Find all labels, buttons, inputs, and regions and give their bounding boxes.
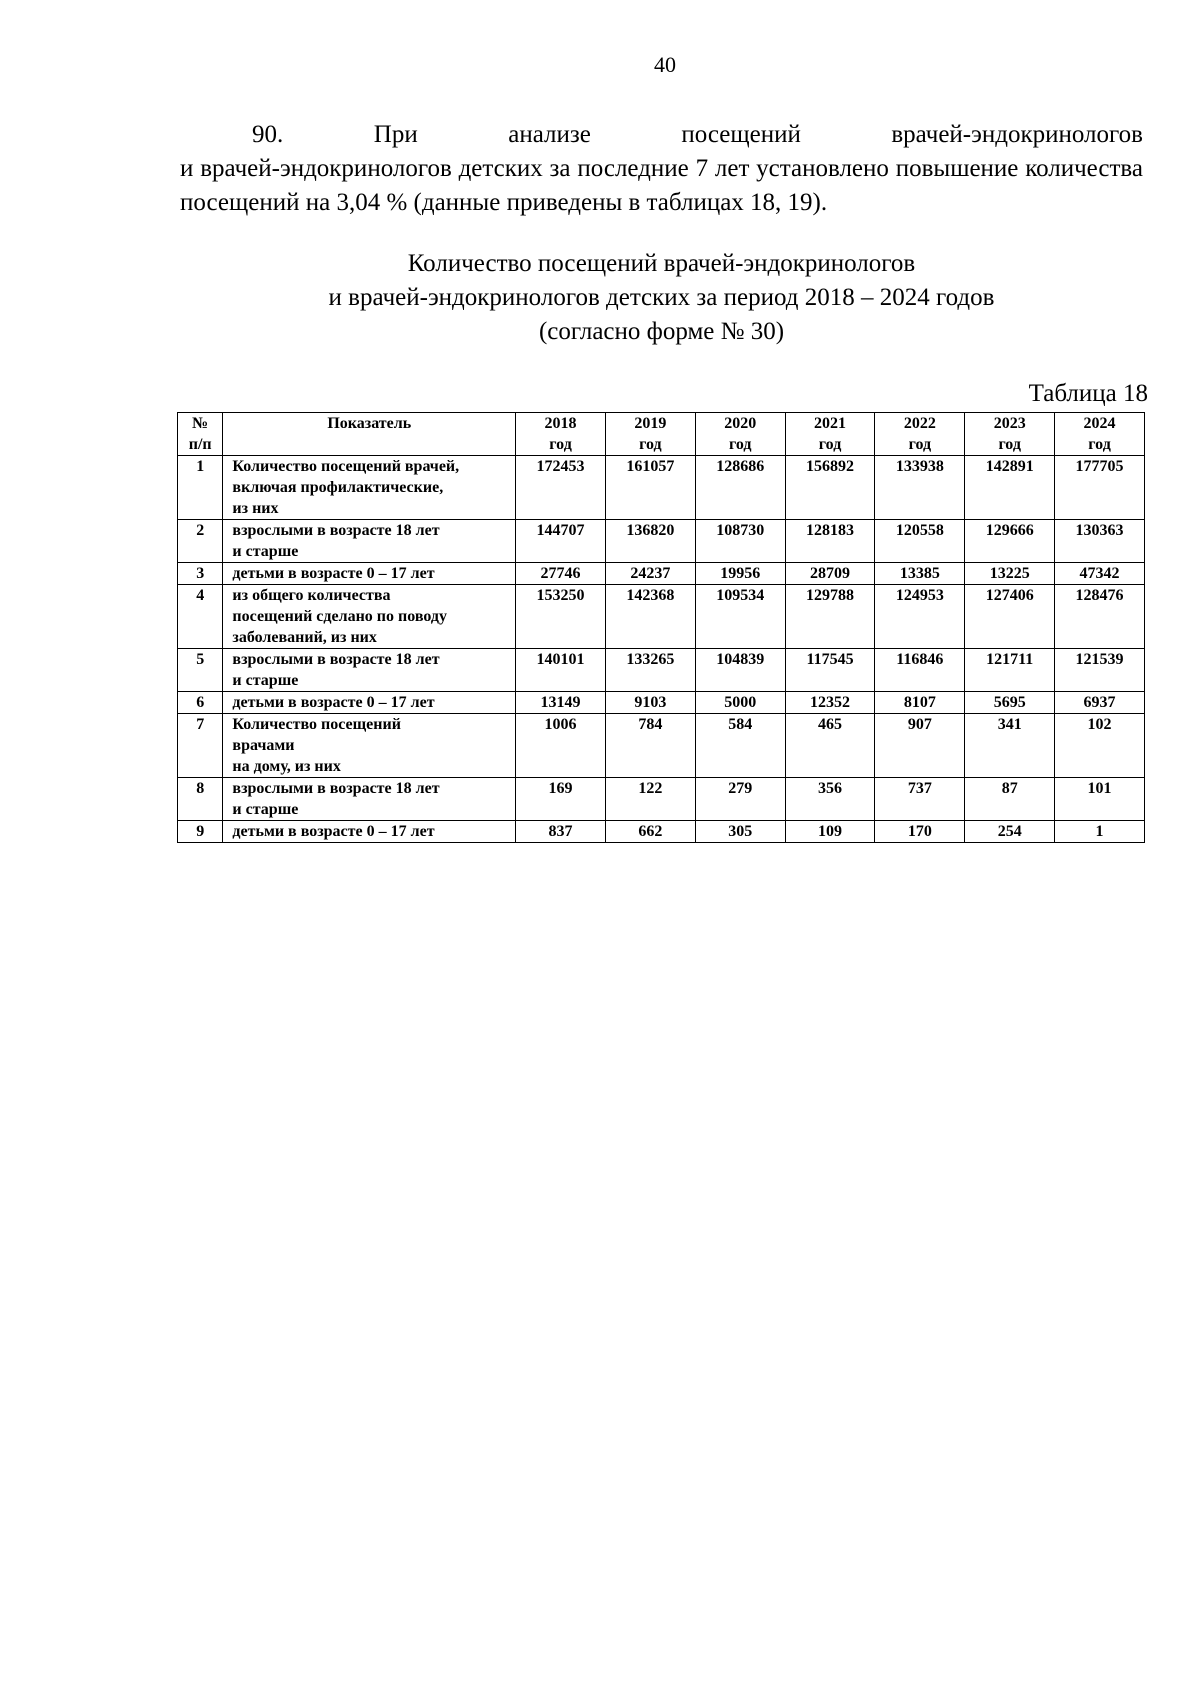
indicator-line: и старше — [232, 801, 299, 818]
header-year — [1055, 413, 1145, 456]
row-value: 341 — [965, 714, 1055, 778]
row-value: 177705 — [1055, 456, 1145, 520]
paragraph-90 — [180, 118, 1143, 220]
row-value: 129666 — [965, 520, 1055, 563]
row-value: 156892 — [785, 456, 875, 520]
row-value: 121539 — [1055, 649, 1145, 692]
row-value: 837 — [516, 821, 606, 843]
row-indicator — [223, 520, 516, 563]
row-number: 9 — [178, 821, 223, 843]
indicator-line: из общего количества — [232, 587, 391, 604]
row-value: 279 — [695, 778, 785, 821]
row-value: 784 — [605, 714, 695, 778]
row-indicator — [223, 714, 516, 778]
row-value: 124953 — [875, 585, 965, 649]
table-row — [178, 520, 1145, 563]
row-indicator — [223, 563, 516, 585]
row-indicator — [223, 456, 516, 520]
header-year-value: 2023 — [993, 415, 1026, 432]
indicator-line: взрослыми в возрасте 18 лет — [232, 780, 440, 797]
header-year — [965, 413, 1055, 456]
row-value: 8107 — [875, 692, 965, 714]
table-title-line: и врачей-эндокринологов детских за период 2018 – 2024 годов — [328, 284, 995, 311]
row-value: 465 — [785, 714, 875, 778]
header-year-unit: год — [818, 436, 842, 453]
row-indicator — [223, 821, 516, 843]
header-year-unit: год — [549, 436, 572, 453]
row-value: 128183 — [785, 520, 875, 563]
table-row — [178, 821, 1145, 843]
row-value: 121711 — [965, 649, 1055, 692]
row-value: 662 — [605, 821, 695, 843]
indicator-line: детьми в возрасте 0 – 17 лет — [232, 823, 435, 840]
row-value: 129788 — [785, 585, 875, 649]
row-value: 140101 — [516, 649, 606, 692]
paragraph-number: 90. — [252, 121, 284, 148]
row-number: 8 — [178, 778, 223, 821]
header-indicator: Показатель — [223, 413, 516, 456]
row-value: 144707 — [516, 520, 606, 563]
row-value: 24237 — [605, 563, 695, 585]
table-caption: Таблица 18 — [1028, 380, 1148, 407]
row-value: 128476 — [1055, 585, 1145, 649]
indicator-line: Количество посещений врачей, — [232, 458, 460, 475]
row-value: 907 — [875, 714, 965, 778]
row-value: 133265 — [605, 649, 695, 692]
row-value: 142368 — [605, 585, 695, 649]
table-header-row — [178, 413, 1145, 456]
row-number: 4 — [178, 585, 223, 649]
row-value: 5695 — [965, 692, 1055, 714]
header-year-unit: год — [908, 436, 932, 453]
indicator-line: взрослыми в возрасте 18 лет — [232, 651, 440, 668]
header-number-pp: п/п — [188, 436, 212, 453]
row-value: 128686 — [695, 456, 785, 520]
table-title-line: (согласно форме № 30) — [538, 318, 785, 345]
header-year — [875, 413, 965, 456]
row-value: 170 — [875, 821, 965, 843]
paragraph-word: анализе — [508, 121, 591, 148]
row-value: 13385 — [875, 563, 965, 585]
header-year — [516, 413, 606, 456]
row-value: 104839 — [695, 649, 785, 692]
row-value: 169 — [516, 778, 606, 821]
header-year-unit: год — [728, 436, 752, 453]
table-body — [178, 456, 1145, 843]
indicator-line: взрослыми в возрасте 18 лет — [232, 522, 440, 539]
row-value: 305 — [695, 821, 785, 843]
row-value: 101 — [1055, 778, 1145, 821]
row-value: 116846 — [875, 649, 965, 692]
row-number: 5 — [178, 649, 223, 692]
row-value: 254 — [965, 821, 1055, 843]
row-number: 1 — [178, 456, 223, 520]
indicator-line: детьми в возрасте 0 – 17 лет — [232, 565, 435, 582]
header-number-sign: № — [192, 415, 209, 432]
row-value: 12352 — [785, 692, 875, 714]
row-value: 1006 — [516, 714, 606, 778]
indicator-line: врачами — [232, 737, 295, 754]
header-year — [785, 413, 875, 456]
table-row — [178, 563, 1145, 585]
indicator-line: и старше — [232, 543, 299, 560]
header-year — [695, 413, 785, 456]
paragraph-first-line — [180, 118, 1143, 152]
indicator-line: заболеваний, из них — [232, 629, 377, 646]
header-year-value: 2020 — [724, 415, 757, 432]
row-value: 120558 — [875, 520, 965, 563]
row-value: 47342 — [1055, 563, 1145, 585]
row-indicator — [223, 585, 516, 649]
row-value: 117545 — [785, 649, 875, 692]
row-value: 102 — [1055, 714, 1145, 778]
page-number: 40 — [654, 52, 676, 77]
row-value: 87 — [965, 778, 1055, 821]
row-value: 356 — [785, 778, 875, 821]
paragraph-text: и врачей-эндокринологов детских за последние 7 лет установлено повышение количества посещений на 3,04 % (данные приведены в таблицах 18, 19). — [180, 155, 1143, 216]
table-row — [178, 456, 1145, 520]
header-year-value: 2019 — [634, 415, 667, 432]
row-value: 13225 — [965, 563, 1055, 585]
row-indicator — [223, 649, 516, 692]
row-value: 27746 — [516, 563, 606, 585]
table-row — [178, 692, 1145, 714]
row-indicator — [223, 778, 516, 821]
row-number: 7 — [178, 714, 223, 778]
row-value: 153250 — [516, 585, 606, 649]
row-value: 1 — [1055, 821, 1145, 843]
row-value: 142891 — [965, 456, 1055, 520]
indicator-line: посещений сделано по поводу — [232, 608, 447, 625]
row-value: 9103 — [605, 692, 695, 714]
table-row — [178, 778, 1145, 821]
header-year-value: 2022 — [903, 415, 936, 432]
indicator-line: и старше — [232, 672, 299, 689]
row-value: 6937 — [1055, 692, 1145, 714]
row-value: 5000 — [695, 692, 785, 714]
row-number: 2 — [178, 520, 223, 563]
header-year-value: 2018 — [544, 415, 577, 432]
table-row — [178, 585, 1145, 649]
header-year-unit: год — [1088, 436, 1111, 453]
indicator-line: из них — [232, 500, 279, 517]
row-number: 3 — [178, 563, 223, 585]
row-number: 6 — [178, 692, 223, 714]
row-indicator — [223, 692, 516, 714]
table-row — [178, 649, 1145, 692]
indicator-line: Количество посещений — [232, 716, 401, 733]
paragraph-word: врачей-эндокринологов — [891, 121, 1143, 148]
header-year-unit: год — [639, 436, 662, 453]
table-title-line: Количество посещений врачей-эндокринологов — [407, 250, 916, 277]
table-title — [180, 247, 1143, 349]
header-year — [605, 413, 695, 456]
indicator-line: включая профилактические, — [232, 479, 444, 496]
header-number — [178, 413, 223, 456]
header-year-value: 2021 — [814, 415, 847, 432]
table-row — [178, 714, 1145, 778]
indicator-line: на дому, из них — [232, 758, 341, 775]
row-value: 584 — [695, 714, 785, 778]
row-value: 133938 — [875, 456, 965, 520]
row-value: 737 — [875, 778, 965, 821]
row-value: 109 — [785, 821, 875, 843]
row-value: 122 — [605, 778, 695, 821]
indicator-line: детьми в возрасте 0 – 17 лет — [232, 694, 435, 711]
paragraph-word: При — [373, 121, 418, 148]
row-value: 161057 — [605, 456, 695, 520]
row-value: 13149 — [516, 692, 606, 714]
visits-table — [177, 412, 1145, 843]
row-value: 19956 — [695, 563, 785, 585]
row-value: 130363 — [1055, 520, 1145, 563]
header-year-unit: год — [998, 436, 1021, 453]
paragraph-word: посещений — [681, 121, 801, 148]
header-year-value: 2024 — [1083, 415, 1116, 432]
row-value: 172453 — [516, 456, 606, 520]
row-value: 109534 — [695, 585, 785, 649]
row-value: 28709 — [785, 563, 875, 585]
row-value: 127406 — [965, 585, 1055, 649]
row-value: 108730 — [695, 520, 785, 563]
row-value: 136820 — [605, 520, 695, 563]
